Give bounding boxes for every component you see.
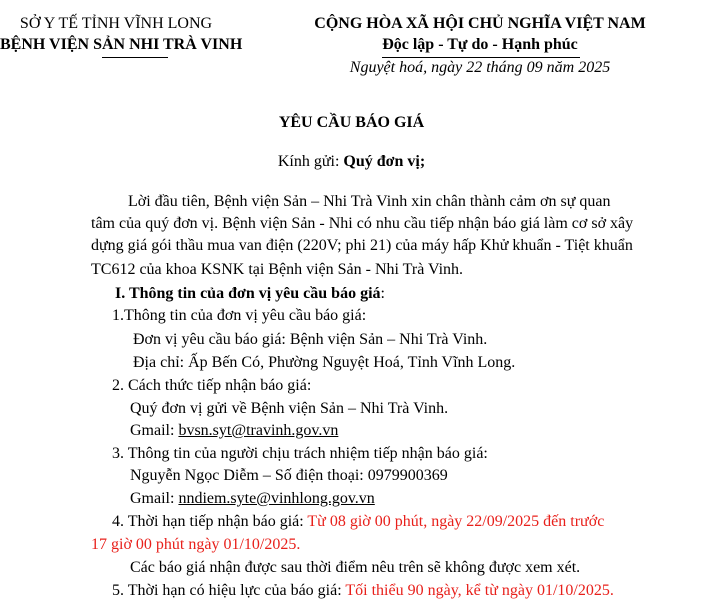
item-4-note: Các báo giá nhận được sau thời điểm nêu trên sẽ không được xem xét. [130, 559, 581, 576]
recipient-line [0, 151, 703, 173]
item-2-gmail-label: Gmail: [130, 422, 179, 439]
document-date: Nguyệt hoá, ngày 22 tháng 09 năm 2025 [349, 59, 611, 76]
issuer-underline [102, 57, 168, 58]
intro-line-1: Lời đầu tiên, Bệnh viện Sản – Nhi Trà Vinh xin chân thành cảm ơn sự quan [128, 193, 611, 210]
item-5-line [112, 580, 614, 602]
item-3-person: Nguyễn Ngọc Diễm – Số điện thoại: 0979900369 [130, 467, 448, 484]
section-1-heading [115, 283, 385, 305]
issuer-hospital: BỆNH VIỆN SẢN NHI TRÀ VINH [0, 36, 243, 53]
recipient-value: Quý đơn vị; [343, 153, 426, 170]
recipient-label: Kính gửi: [277, 153, 344, 170]
item-4-label: 4. Thời hạn tiếp nhận báo giá: [112, 513, 308, 530]
intro-line-4: TC612 của khoa KSNK tại Bệnh viện Sản - Nhi Trà Vinh. [91, 261, 464, 278]
item-2-send: Quý đơn vị gửi về Bệnh viện Sản – Nhi Trà Vinh. [130, 400, 449, 417]
item-2-title: 2. Cách thức tiếp nhận báo giá: [112, 377, 312, 394]
issuer-department: SỞ Y TẾ TỈNH VĨNH LONG [19, 15, 213, 32]
national-motto: Độc lập - Tự do - Hạnh phúc [382, 36, 578, 53]
item-1-unit: Đơn vị yêu cầu báo giá: Bệnh viện Sản – Nhi Trà Vinh. [133, 331, 488, 348]
item-4-line-1 [112, 511, 604, 533]
section-1-colon: : [380, 285, 385, 302]
item-4-value-part-1: Từ 08 giờ 00 phút, ngày 22/09/2025 đến trước [307, 513, 605, 530]
item-2-gmail-link[interactable]: bvsn.syt@travinh.gov.vn [178, 422, 339, 439]
national-title: CỘNG HÒA XÃ HỘI CHỦ NGHĨA VIỆT NAM [314, 15, 646, 32]
item-1-address: Địa chỉ: Ấp Bến Có, Phường Nguyệt Hoá, Tỉnh Vĩnh Long. [133, 354, 516, 371]
item-5-value: Tối thiểu 90 ngày, kể từ ngày 01/10/2025. [345, 582, 614, 599]
item-1-title: 1.Thông tin của đơn vị yêu cầu báo giá: [112, 307, 367, 324]
intro-line-3: dựng giá gói thầu mua van điện (220V; phi 21) của máy hấp Khử khuẩn - Tiệt khuẩn [91, 237, 633, 254]
section-1-title: I. Thông tin của đơn vị yêu cầu báo giá [115, 285, 381, 302]
item-5-label: 5. Thời hạn có hiệu lực của báo giá: [112, 582, 346, 599]
item-2-gmail [130, 420, 338, 442]
intro-line-2: tâm của quý đơn vị. Bệnh viện Sản - Nhi có nhu cầu tiếp nhận báo giá làm cơ sở xây [91, 215, 634, 232]
item-4-value-part-2: 17 giờ 00 phút ngày 01/10/2025. [91, 536, 301, 553]
item-3-gmail [130, 488, 375, 510]
item-3-gmail-label: Gmail: [130, 490, 179, 507]
item-3-gmail-link[interactable]: nndiem.syte@vinhlong.gov.vn [178, 490, 375, 507]
item-3-title: 3. Thông tin của người chịu trách nhiệm tiếp nhận báo giá: [112, 445, 488, 462]
document-title: YÊU CẦU BÁO GIÁ [278, 114, 425, 131]
